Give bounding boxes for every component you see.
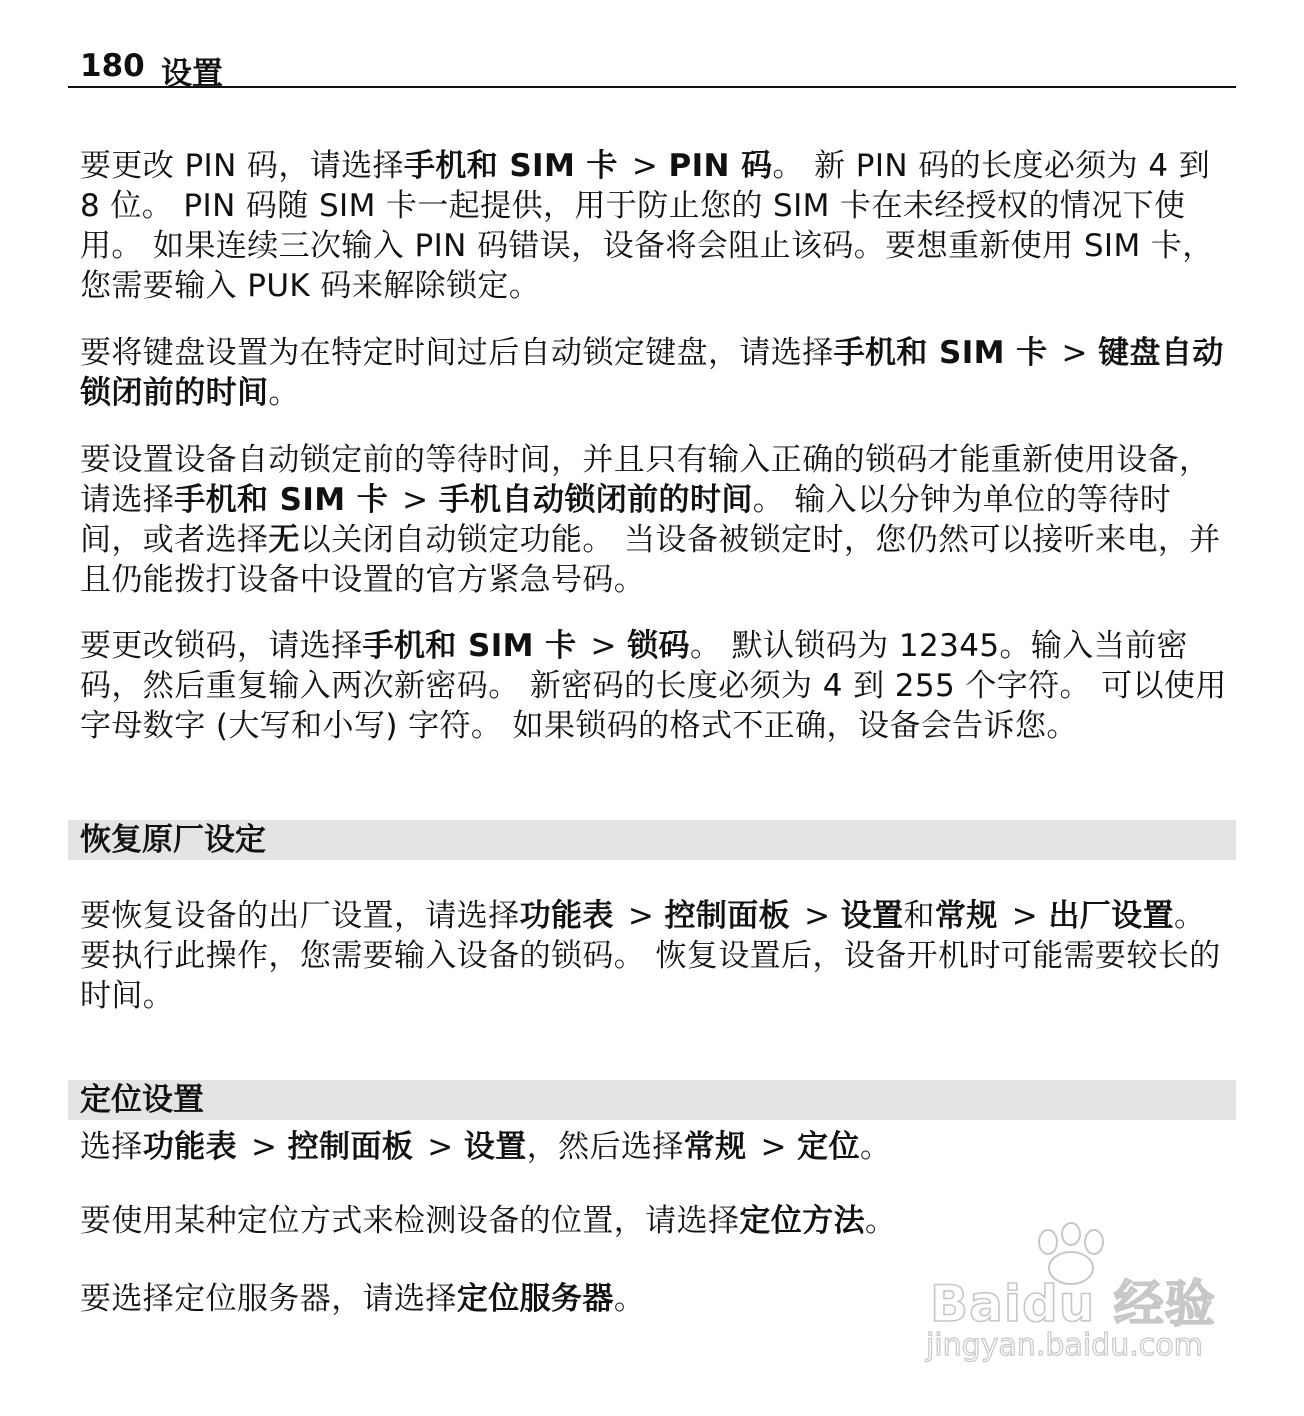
menu-path: 定位服务器 [456, 1281, 614, 1317]
paragraph-pin-code: 要更改 PIN 码，请选择手机和 SIM 卡 > PIN 码。 新 PIN 码的长度必须为 4 到 8 位。 PIN 码随 SIM 卡一起提供，用于防止您的 SIM 卡在未经授权的情况下使用。 如果连续三次输入 PIN 码错误，设备将会阻止该码。要想重新使用 SIM 卡，您需要输入 PUK 码来解除锁定。 [80, 148, 1214, 304]
menu-path: 手机和 SIM 卡 [362, 628, 577, 664]
paragraph-positioning-server: 要选择定位服务器，请选择定位服务器。 [80, 1281, 646, 1317]
section-header-factory-reset [68, 820, 1236, 860]
baidu-watermark [918, 1222, 1228, 1372]
menu-path: 设置 [840, 898, 904, 934]
menu-path: 常规 [683, 1129, 747, 1165]
chapter-title: 设置 [161, 56, 223, 92]
menu-path: 设置 [463, 1129, 527, 1165]
menu-path: 定位 [797, 1129, 860, 1165]
menu-path: 控制面板 [287, 1129, 414, 1165]
paragraph-keypad-lock: 要将键盘设置为在特定时间过后自动锁定键盘，请选择手机和 SIM 卡 > 键盘自动锁闭前的时间。 [80, 335, 1224, 411]
paragraph-lock-code: 要更改锁码，请选择手机和 SIM 卡 > 锁码。 默认锁码为 12345。输入当前密码，然后重复输入两次新密码。 新密码的长度必须为 4 到 255 个字符。 可以使用字母数字 (大写和小写) 字符。 如果锁码的格式不正确，设备会告诉您。 [80, 628, 1227, 744]
menu-path: 常规 [934, 898, 998, 934]
menu-path: 手机和 SIM 卡 [403, 148, 618, 184]
menu-path: 手机自动锁闭前的时间 [438, 482, 753, 518]
paragraph-positioning-path: 选择功能表 > 控制面板 > 设置，然后选择常规 > 定位。 [80, 1129, 892, 1165]
menu-path: 手机和 SIM 卡 [174, 482, 389, 518]
menu-path: 功能表 [142, 1129, 238, 1165]
menu-path: PIN 码 [668, 148, 773, 184]
menu-path: 定位方法 [739, 1203, 866, 1239]
menu-path: 键盘自动锁闭前的时间 [80, 335, 1224, 411]
paragraph-positioning-method: 要使用某种定位方式来检测设备的位置，请选择定位方法。 [80, 1203, 897, 1239]
page-number: 180 [80, 48, 145, 84]
option-none: 无 [268, 522, 300, 558]
menu-path: 手机和 SIM 卡 [833, 335, 1048, 371]
watermark-url: jingyan.baidu.com [926, 1328, 1203, 1363]
page-header [68, 48, 1236, 92]
section-title: 恢复原厂设定 [80, 822, 266, 858]
section-header-positioning [68, 1080, 1236, 1120]
watermark-brand: Baidu 经验 [930, 1275, 1216, 1333]
paragraph-autolock-time: 要设置设备自动锁定前的等待时间，并且只有输入正确的锁码才能重新使用设备，请选择手机和 SIM 卡 > 手机自动锁闭前的时间。 输入以分钟为单位的等待时间，或者选择无以关闭自动锁定功能。 当设备被锁定时，您仍然可以接听来电，并且仍能拨打设备中设置的官方紧急号码。 [80, 442, 1221, 598]
paragraph-factory-reset: 要恢复设备的出厂设置，请选择功能表 > 控制面板 > 设置和常规 > 出厂设置。 要执行此操作，您需要输入设备的锁码。 恢复设置后，设备开机时可能需要较长的时间。 [80, 898, 1221, 1014]
section-title: 定位设置 [80, 1082, 204, 1118]
menu-path: 出厂设置 [1048, 898, 1174, 934]
menu-path: 控制面板 [664, 898, 791, 934]
menu-path: 功能表 [519, 898, 614, 934]
menu-path: 锁码 [627, 628, 690, 664]
